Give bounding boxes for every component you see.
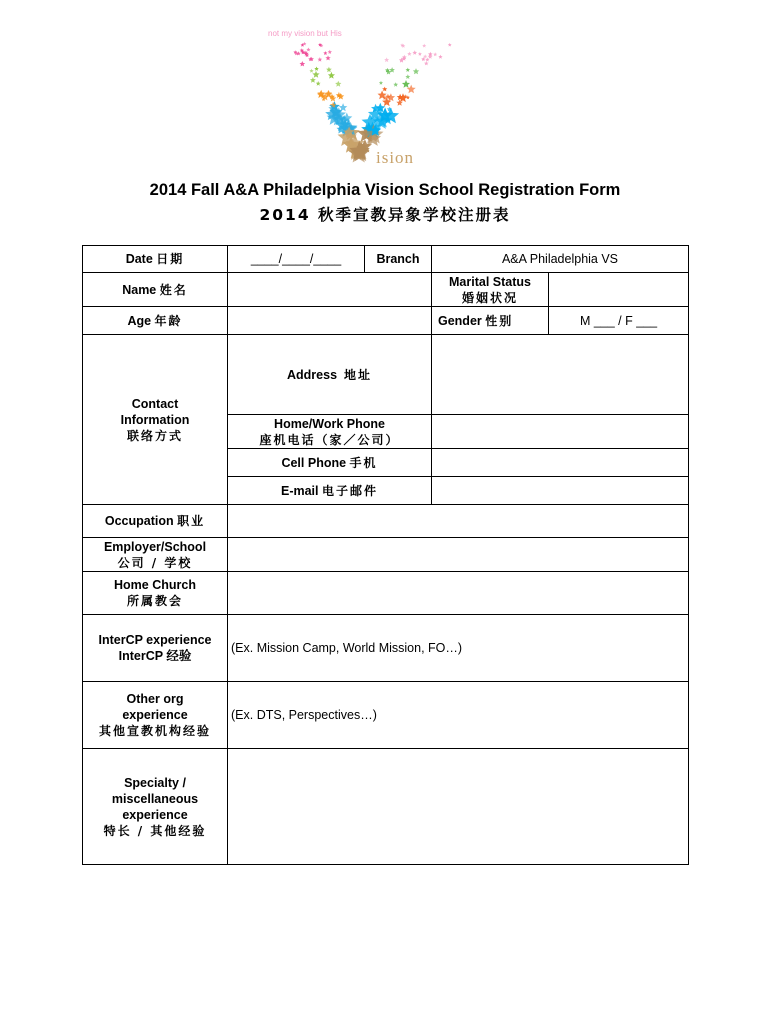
row-name-marital bbox=[83, 273, 689, 307]
row-age-gender bbox=[83, 307, 689, 335]
contact-information-label: Contact Information 联络方式 bbox=[83, 335, 228, 505]
email-field[interactable] bbox=[432, 477, 689, 505]
specialty-label: Specialty / miscellaneous experience 特长 / 其他经验 bbox=[83, 749, 228, 865]
logo-star bbox=[384, 57, 389, 62]
home-church-label: Home Church 所属教会 bbox=[83, 572, 228, 615]
logo-star bbox=[328, 72, 335, 79]
row-date-branch bbox=[83, 246, 689, 273]
logo-star bbox=[314, 67, 319, 71]
cell-phone-label: Cell Phone 手机 bbox=[228, 449, 432, 477]
logo-star bbox=[310, 77, 316, 83]
logo-star bbox=[316, 81, 321, 86]
logo-star bbox=[339, 103, 348, 111]
row-church bbox=[83, 572, 689, 615]
employer-school-label: Employer/School 公司 / 学校 bbox=[83, 538, 228, 572]
gender-field[interactable]: M ___ / F ___ bbox=[549, 307, 689, 335]
logo-star bbox=[407, 52, 411, 56]
date-field[interactable]: ____/____/____ bbox=[228, 246, 365, 273]
address-label: Address 地址 bbox=[228, 335, 432, 415]
logo-star bbox=[318, 57, 323, 62]
other-org-experience-label: Other org experience 其他宣教机构经验 bbox=[83, 682, 228, 749]
row-employer bbox=[83, 538, 689, 572]
logo-star bbox=[405, 74, 410, 79]
logo-star bbox=[424, 61, 429, 65]
row-specialty bbox=[83, 749, 689, 865]
marital-status-field[interactable] bbox=[549, 273, 689, 307]
logo-star bbox=[312, 71, 319, 78]
logo-star bbox=[306, 48, 310, 52]
date-label: Date 日期 bbox=[83, 246, 228, 273]
intercp-experience-field[interactable]: (Ex. Mission Camp, World Mission, FO…) bbox=[228, 615, 689, 682]
logo-star bbox=[418, 52, 422, 56]
branch-label: Branch bbox=[365, 246, 432, 273]
row-address bbox=[83, 335, 689, 415]
logo-star bbox=[309, 69, 313, 73]
email-label: E-mail 电子邮件 bbox=[228, 477, 432, 505]
home-church-field[interactable] bbox=[228, 572, 689, 615]
home-work-phone-label: Home/Work Phone 座机电话（家／公司） bbox=[228, 415, 432, 449]
occupation-label: Occupation 职业 bbox=[83, 505, 228, 538]
logo-star bbox=[325, 55, 330, 60]
registration-form-table bbox=[82, 245, 689, 865]
marital-status-label: Marital Status 婚姻状况 bbox=[432, 273, 549, 307]
occupation-field[interactable] bbox=[228, 505, 689, 538]
logo-star bbox=[335, 81, 341, 87]
logo-star bbox=[422, 44, 426, 48]
logo-star bbox=[402, 80, 410, 88]
logo-star bbox=[428, 54, 433, 59]
logo-star bbox=[433, 52, 437, 56]
address-field[interactable] bbox=[432, 335, 689, 415]
logo-star bbox=[323, 51, 327, 55]
row-occupation bbox=[83, 505, 689, 538]
form-title-english: 2014 Fall A&A Philadelphia Vision School Registration Form bbox=[149, 181, 621, 199]
logo-tagline: not my vision but His bbox=[268, 29, 342, 38]
intercp-experience-label: InterCP experience InterCP 经验 bbox=[83, 615, 228, 682]
home-work-phone-field[interactable] bbox=[432, 415, 689, 449]
logo-star bbox=[393, 82, 398, 87]
logo-star bbox=[438, 55, 442, 59]
logo-star bbox=[406, 68, 411, 72]
logo-star bbox=[382, 87, 387, 92]
logo-star bbox=[412, 50, 417, 54]
vision-logo bbox=[258, 22, 458, 172]
logo-star bbox=[326, 67, 332, 72]
specialty-field[interactable] bbox=[228, 749, 689, 865]
logo-star bbox=[423, 54, 427, 58]
other-org-experience-field[interactable]: (Ex. DTS, Perspectives…) bbox=[228, 682, 689, 749]
age-label: Age 年龄 bbox=[83, 307, 228, 335]
logo-star bbox=[379, 81, 383, 85]
age-field[interactable] bbox=[228, 307, 432, 335]
logo-star bbox=[448, 43, 452, 47]
logo-star bbox=[328, 50, 332, 54]
logo-star bbox=[300, 61, 306, 66]
form-title-chinese: 2014 秋季宣教异象学校注册表 bbox=[259, 206, 511, 224]
logo-star bbox=[407, 85, 416, 94]
gender-label: Gender 性别 bbox=[432, 307, 549, 335]
row-other-org bbox=[83, 682, 689, 749]
logo-stars bbox=[293, 42, 451, 163]
name-label: Name 姓名 bbox=[83, 273, 228, 307]
logo-wordmark: ision bbox=[376, 148, 415, 167]
logo-star bbox=[413, 68, 419, 74]
employer-school-field[interactable] bbox=[228, 538, 689, 572]
row-intercp bbox=[83, 615, 689, 682]
cell-phone-field[interactable] bbox=[432, 449, 689, 477]
branch-value: A&A Philadelphia VS bbox=[432, 246, 689, 273]
name-field[interactable] bbox=[228, 273, 432, 307]
